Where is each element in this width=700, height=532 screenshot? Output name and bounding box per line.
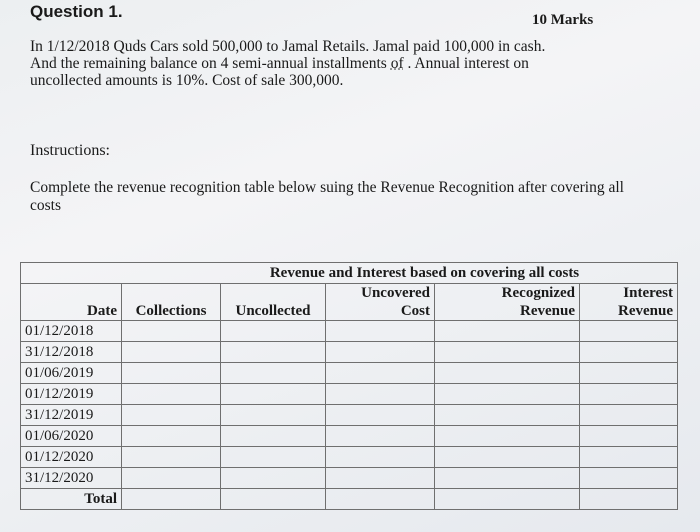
table-row — [21, 321, 678, 342]
instructions-heading: Instructions: — [30, 142, 110, 159]
row-date: 01/12/2019 — [21, 384, 122, 405]
uncollected-cell[interactable] — [221, 321, 326, 342]
collections-cell[interactable] — [122, 363, 221, 384]
recognized-revenue-cell[interactable] — [435, 447, 580, 468]
question-line-1: In 1/12/2018 Quds Cars sold 500,000 to Jamal Retails. Jamal paid 100,000 in cash. — [30, 38, 546, 55]
recognized-revenue-total[interactable] — [435, 489, 580, 510]
instructions-text: Complete the revenue recognition table below suing the Revenue Recognition after covering all costs — [30, 179, 624, 214]
col-uncollected: Uncollected — [221, 284, 326, 321]
uncollected-cell[interactable] — [221, 405, 326, 426]
col-recognized-l2: Revenue — [520, 303, 575, 319]
revenue-table — [20, 262, 678, 510]
collections-cell[interactable] — [122, 447, 221, 468]
table-title-row — [21, 263, 678, 284]
total-label: Total — [21, 489, 122, 510]
table-row — [21, 426, 678, 447]
col-interest-revenue — [580, 284, 678, 321]
question-text — [30, 38, 650, 89]
uncovered-cost-cell[interactable] — [326, 384, 435, 405]
table-row — [21, 447, 678, 468]
col-interest-l1: Interest — [623, 285, 673, 301]
row-date: 31/12/2018 — [21, 342, 122, 363]
col-recognized-l1: Recognized — [501, 285, 575, 301]
collections-cell[interactable] — [122, 426, 221, 447]
collections-cell[interactable] — [122, 468, 221, 489]
row-date: 01/12/2020 — [21, 447, 122, 468]
uncollected-cell[interactable] — [221, 426, 326, 447]
interest-revenue-cell[interactable] — [580, 321, 678, 342]
row-date: 01/06/2020 — [21, 426, 122, 447]
column-header-row — [21, 284, 678, 321]
uncovered-cost-cell[interactable] — [326, 405, 435, 426]
recognized-revenue-cell[interactable] — [435, 468, 580, 489]
marks-label: 10 Marks — [532, 12, 594, 28]
uncovered-cost-cell[interactable] — [326, 447, 435, 468]
recognized-revenue-cell[interactable] — [435, 426, 580, 447]
uncollected-total[interactable] — [221, 489, 326, 510]
collections-cell[interactable] — [122, 342, 221, 363]
row-date: 01/06/2019 — [21, 363, 122, 384]
table-body — [21, 321, 678, 510]
uncovered-cost-cell[interactable] — [326, 363, 435, 384]
collections-total[interactable] — [122, 489, 221, 510]
recognized-revenue-cell[interactable] — [435, 363, 580, 384]
uncollected-cell[interactable] — [221, 468, 326, 489]
interest-revenue-cell[interactable] — [580, 468, 678, 489]
interest-revenue-cell[interactable] — [580, 405, 678, 426]
question-title: Question 1. — [30, 2, 123, 21]
total-row — [21, 489, 678, 510]
table-row — [21, 384, 678, 405]
interest-revenue-total[interactable] — [580, 489, 678, 510]
question-line-2 — [30, 55, 650, 72]
interest-revenue-cell[interactable] — [580, 447, 678, 468]
col-recognized-revenue — [435, 284, 580, 321]
interest-revenue-cell[interactable] — [580, 426, 678, 447]
question-line-2-a: And the remaining balance on 4 semi-annual installments — [30, 55, 391, 72]
uncollected-cell[interactable] — [221, 447, 326, 468]
table-row — [21, 468, 678, 489]
col-uncovered-cost — [326, 284, 435, 321]
question-line-3: uncollected amounts is 10%. Cost of sale 300,000. — [30, 72, 344, 89]
col-uncovered-l2: Cost — [400, 303, 430, 319]
recognized-revenue-cell[interactable] — [435, 342, 580, 363]
question-line-2-of: of — [390, 55, 404, 72]
recognized-revenue-cell[interactable] — [435, 405, 580, 426]
uncollected-cell[interactable] — [221, 342, 326, 363]
col-collections: Collections — [122, 284, 221, 321]
interest-revenue-cell[interactable] — [580, 342, 678, 363]
uncovered-cost-cell[interactable] — [326, 468, 435, 489]
uncovered-cost-cell[interactable] — [326, 426, 435, 447]
uncovered-cost-total[interactable] — [326, 489, 435, 510]
collections-cell[interactable] — [122, 321, 221, 342]
row-date: 31/12/2019 — [21, 405, 122, 426]
uncollected-cell[interactable] — [221, 384, 326, 405]
table-title: Revenue and Interest based on covering all costs — [21, 263, 678, 284]
collections-cell[interactable] — [122, 405, 221, 426]
table-row — [21, 363, 678, 384]
uncollected-cell[interactable] — [221, 363, 326, 384]
interest-revenue-cell[interactable] — [580, 363, 678, 384]
table-row — [21, 342, 678, 363]
col-date: Date — [21, 284, 122, 321]
col-uncovered-l1: Uncovered — [361, 285, 430, 301]
recognized-revenue-cell[interactable] — [435, 321, 580, 342]
row-date: 31/12/2020 — [21, 468, 122, 489]
interest-revenue-cell[interactable] — [580, 384, 678, 405]
recognized-revenue-cell[interactable] — [435, 384, 580, 405]
table-row — [21, 405, 678, 426]
collections-cell[interactable] — [122, 384, 221, 405]
col-interest-l2: Revenue — [618, 303, 673, 319]
question-line-2-b: . Annual interest on — [403, 55, 529, 72]
uncovered-cost-cell[interactable] — [326, 321, 435, 342]
uncovered-cost-cell[interactable] — [326, 342, 435, 363]
row-date: 01/12/2018 — [21, 321, 122, 342]
